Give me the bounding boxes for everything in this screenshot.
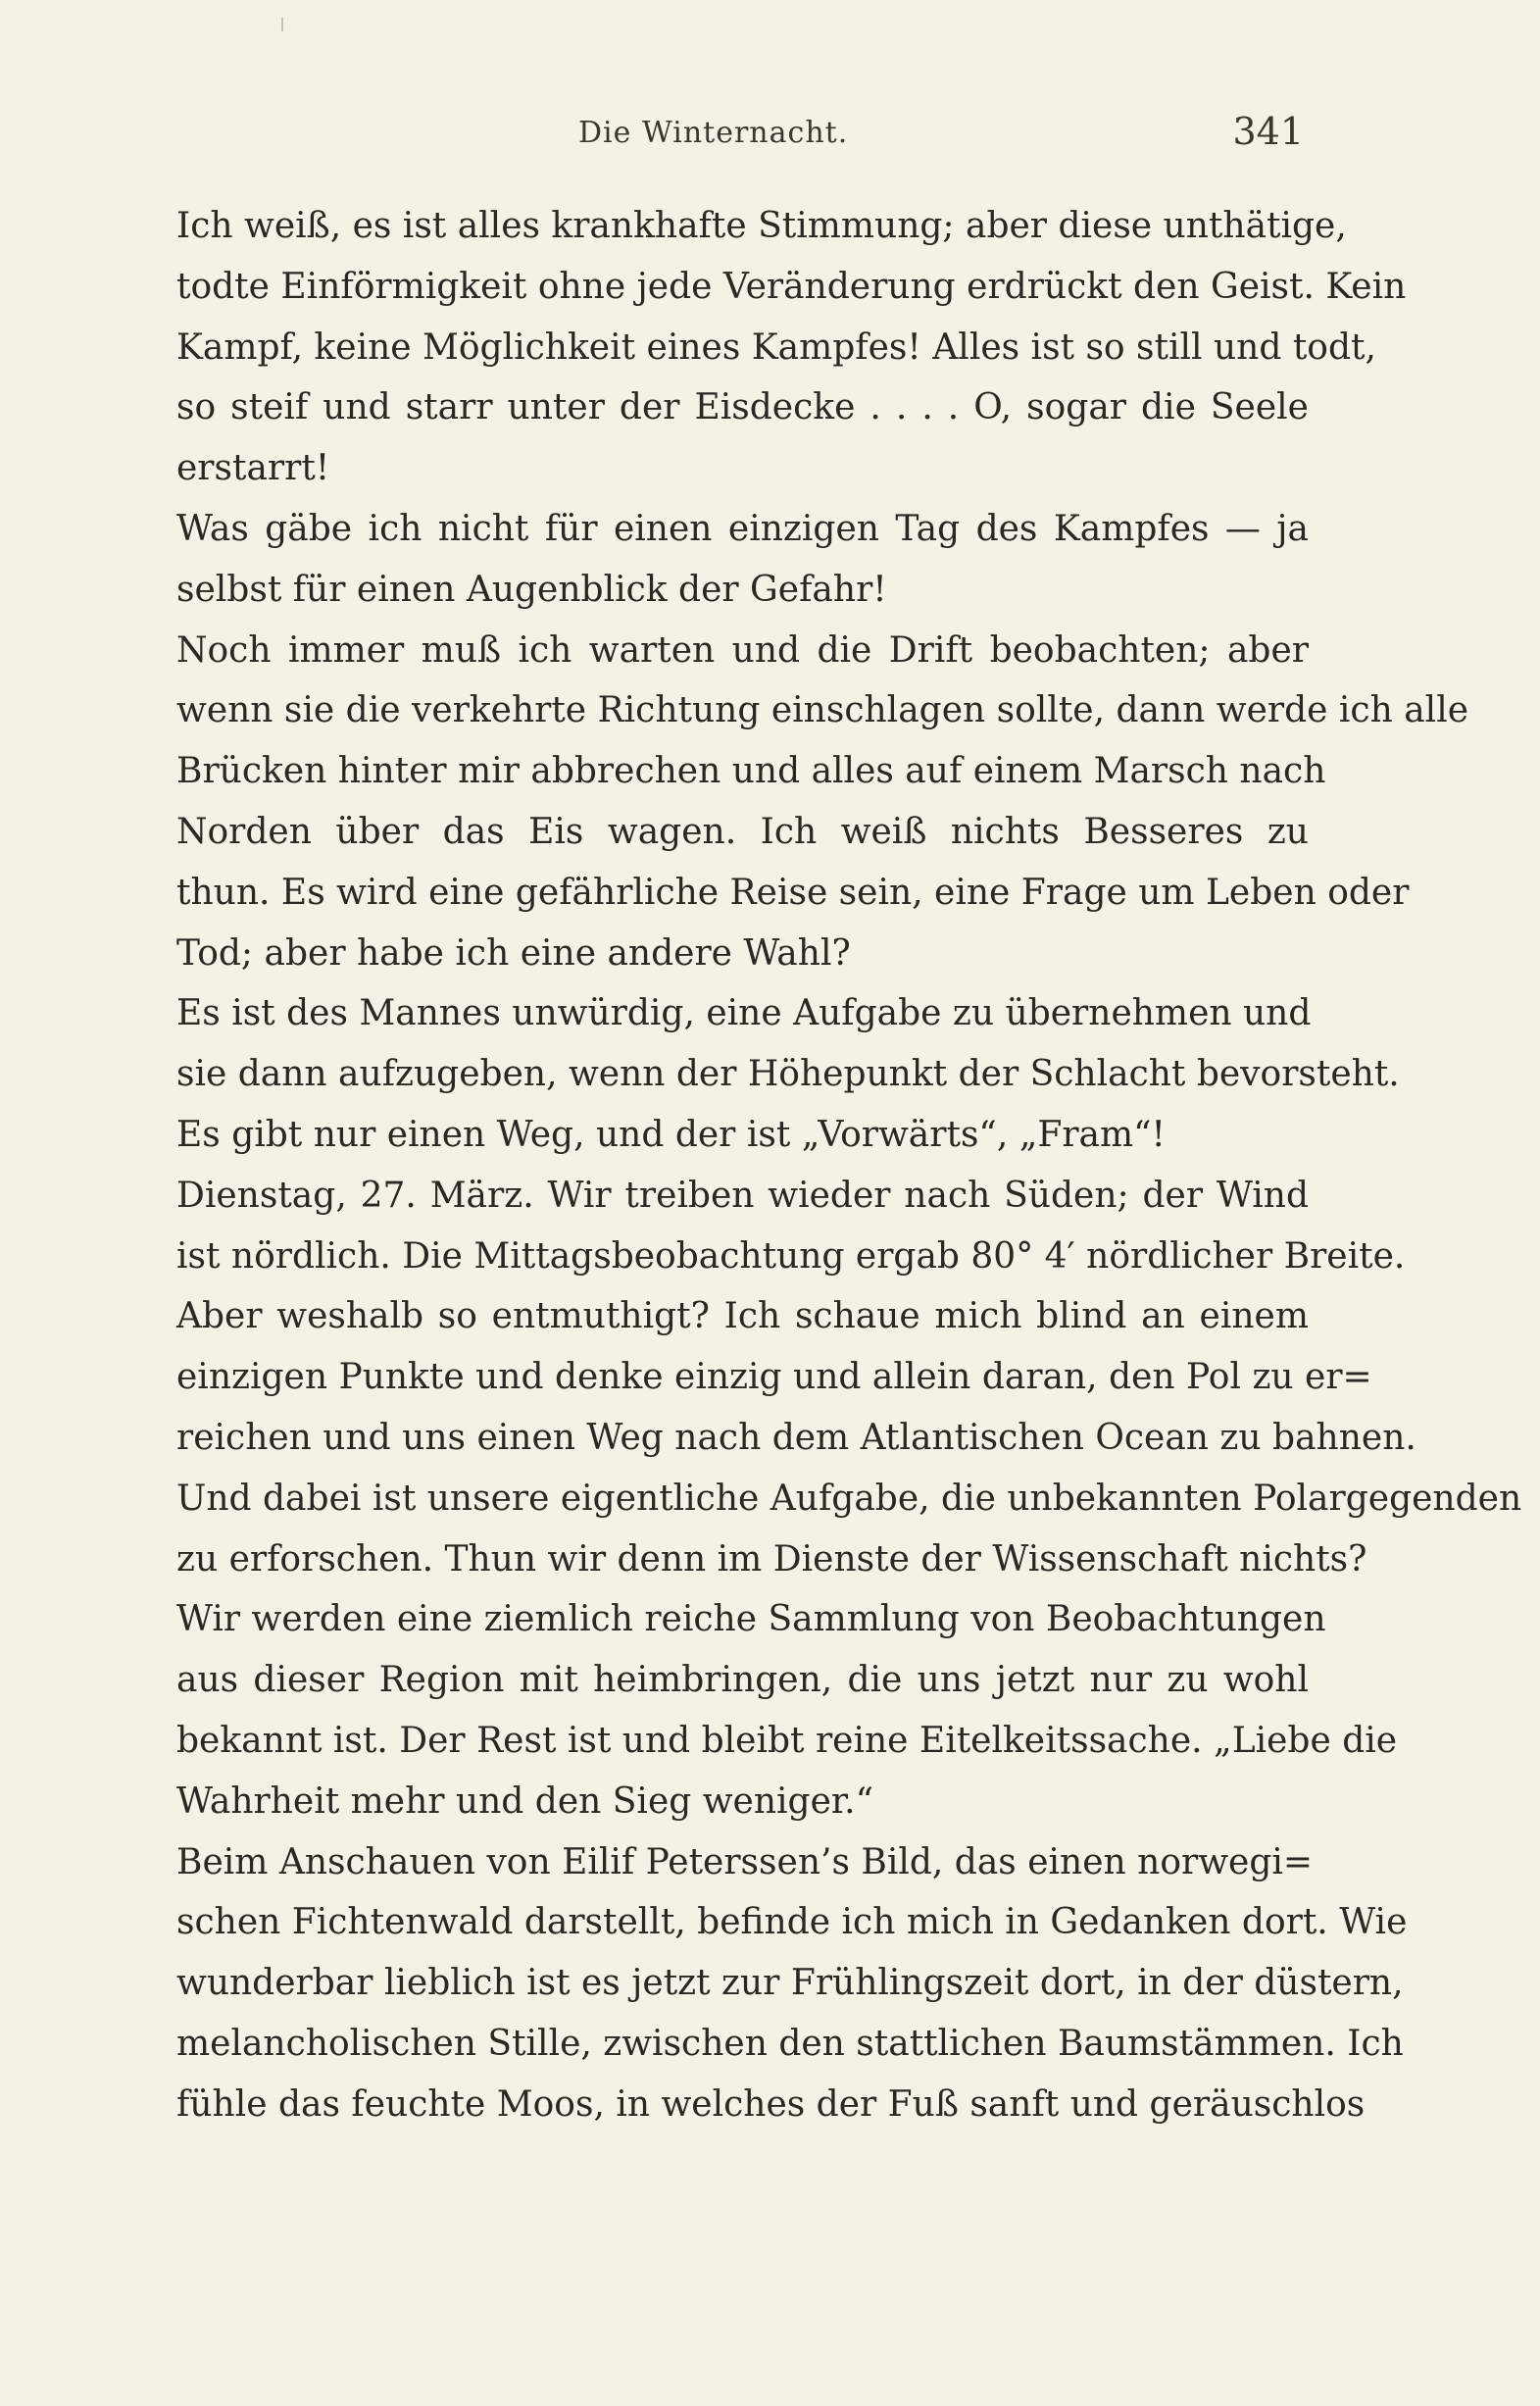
text-line: bekannt ist. Der Rest ist und bleibt reine Eitelkeitssache. „Liebe die (176, 1720, 1398, 1761)
text-line: Es ist des Mannes unwürdig, eine Aufgabe zu übernehmen und (176, 993, 1312, 1034)
text-line: Beim Anschauen von Eilif Peterssen’s Bild, das einen norwegi= (176, 1841, 1314, 1882)
text-line: einzigen Punkte und denke einzig und allein daran, den Pol zu er= (176, 1357, 1372, 1398)
text-line: Wahrheit mehr und den Sieg weniger.“ (176, 1780, 873, 1822)
text-line: melancholischen Stille, zwischen den stattlichen Baumstämmen. Ich (176, 2023, 1404, 2064)
running-head (176, 110, 1304, 159)
text-line: reichen und uns einen Weg nach dem Atlantischen Ocean zu bahnen. (176, 1417, 1416, 1458)
text-line: schen Fichtenwald darstellt, befinde ich mich in Gedanken dort. Wie (176, 1902, 1408, 1943)
text-line: selbst für einen Augenblick der Gefahr! (176, 569, 887, 610)
text-line: Kampf, keine Möglichkeit eines Kampfes! Alles ist so still und todt, (176, 326, 1376, 368)
text-line: Aber weshalb so entmuthigt? Ich schaue mich blind an einem (176, 1296, 1309, 1337)
text-line: Norden über das Eis wagen. Ich weiß nichts Besseres zu (176, 811, 1309, 852)
text-line: wenn sie die verkehrte Richtung einschlagen sollte, dann werde ich alle (176, 690, 1469, 731)
text-line: Noch immer muß ich warten und die Drift beobachten; aber (176, 629, 1309, 671)
text-line: ist nördlich. Die Mittagsbeobachtung ergab 80° 4′ nördlicher Breite. (176, 1235, 1406, 1277)
text-line: thun. Es wird eine gefährliche Reise sein, eine Frage um Leben oder (176, 872, 1410, 913)
page-number: 341 (1232, 110, 1304, 153)
text-line: Es gibt nur einen Weg, und der ist „Vorwärts“, „Fram“! (176, 1114, 1167, 1155)
text-line: zu erforschen. Thun wir denn im Dienste der Wissenschaft nichts? (176, 1538, 1367, 1579)
text-line: Tod; aber habe ich eine andere Wahl? (176, 932, 851, 974)
text-line: erstarrt! (176, 448, 330, 489)
text-line: Dienstag, 27. März. Wir treiben wieder nach Süden; der Wind (176, 1175, 1309, 1216)
text-line: Brücken hinter mir abbrechen und alles auf einem Marsch nach (176, 751, 1326, 792)
text-line: Und dabei ist unsere eigentliche Aufgabe, die unbekannten Polargegenden (176, 1478, 1522, 1519)
text-line: wunderbar lieblich ist es jetzt zur Frühlingszeit dort, in der düstern, (176, 1963, 1404, 2004)
text-line: todte Einförmigkeit ohne jede Veränderung erdrückt den Geist. Kein (176, 266, 1407, 307)
paper-speck (281, 18, 283, 31)
text-line: Ich weiß, es ist alles krankhafte Stimmung; aber diese unthätige, (176, 206, 1347, 246)
text-line: aus dieser Region mit heimbringen, die uns jetzt nur zu wohl (176, 1660, 1309, 1701)
running-title: Die Winternacht. (578, 116, 849, 150)
text-line: Was gäbe ich nicht für einen einzigen Tag des Kampfes — ja (176, 508, 1309, 549)
text-line: sie dann aufzugeben, wenn der Höhepunkt der Schlacht bevorsteht. (176, 1054, 1400, 1095)
text-line: Wir werden eine ziemlich reiche Sammlung von Beobachtungen (176, 1599, 1326, 1640)
text-line: so steif und starr unter der Eisdecke . . . . O, sogar die Seele (176, 387, 1309, 428)
text-line: fühle das feuchte Moos, in welches der Fuß sanft und geräuschlos (176, 2083, 1366, 2125)
body-text (176, 196, 1522, 2135)
